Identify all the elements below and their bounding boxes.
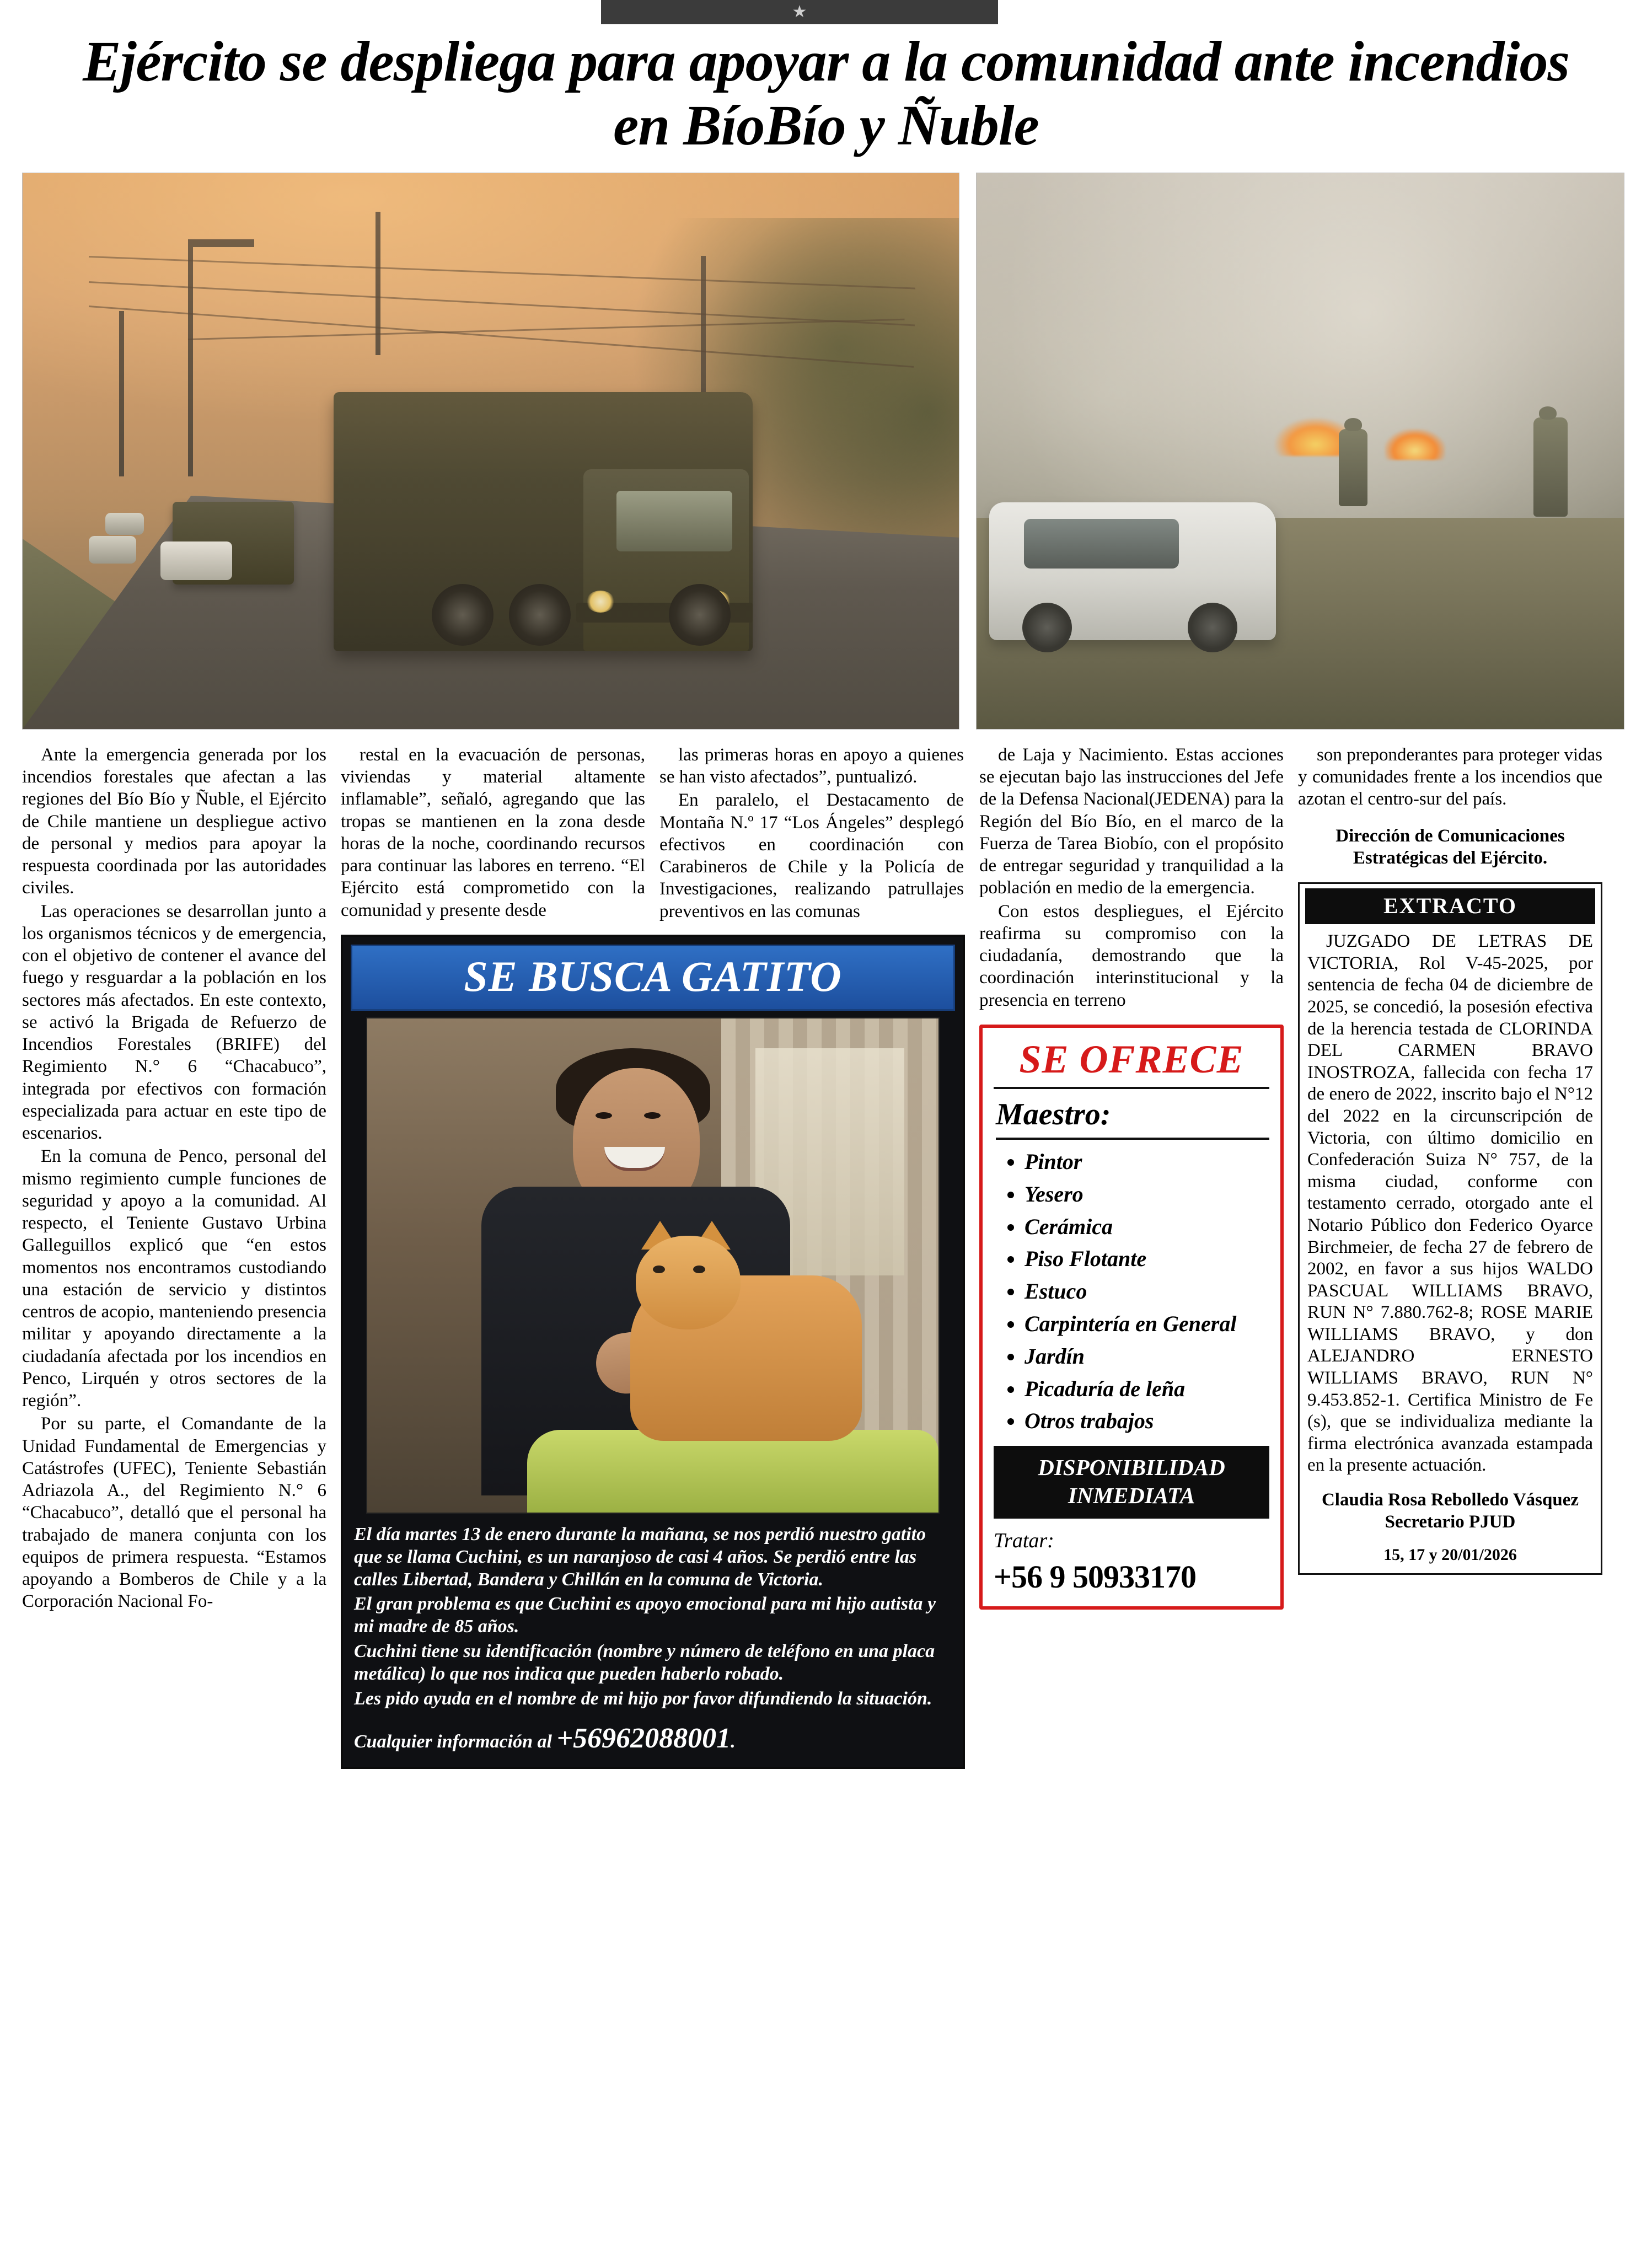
photo-row	[22, 173, 1630, 730]
list-item: • Yesero	[1025, 1179, 1269, 1210]
column-group-middle	[341, 744, 965, 1769]
paragraph: En paralelo, el Destacamento de Montaña N.º 17 “Los Ángeles” desplegó efectivos en coordinación con Carabineros de Chile y la Policía de Investigaciones, realizando patrullajes preventivos en las comunas	[659, 790, 964, 921]
list-item: • Picaduría de leña	[1025, 1374, 1269, 1405]
services-phone-number[interactable]: +56 9 50933170	[994, 1558, 1197, 1595]
paragraph: Ante la emergencia generada por los incendios forestales que afectan a las regiones del Bío Bío y Ñuble, el Ejército de Chile mantiene un despliegue activo de personal y medios para apoyar la respuesta coordinada por las autoridades civiles.	[22, 744, 326, 898]
list-item: • Carpintería en General	[1025, 1309, 1269, 1340]
list-item: • Jardín	[1025, 1341, 1269, 1372]
lost-cat-line: El gran problema es que Cuchini es apoyo emocional para mi hijo autista y mi madre de 85 años.	[354, 1594, 936, 1637]
availability-badge: DISPONIBILIDAD INMEDIATA	[994, 1446, 1269, 1519]
paragraph: son preponderantes para proteger vidas y comunidades frente a los incendios que azotan el centro-sur del país.	[1298, 744, 1602, 809]
lost-cat-contact[interactable]	[351, 1722, 955, 1757]
boy-with-orange-cat-photo	[366, 1017, 940, 1514]
legal-notice-title: EXTRACTO	[1305, 888, 1595, 924]
lost-cat-line: El día martes 13 de enero durante la mañana, se nos perdió nuestro gatito que se llama Cuchini, es un naranjoso de casi 4 años. Se perdió entre las calles Libertad, Bandera y Chillán en la comuna de Victoria.	[354, 1524, 926, 1590]
list-item: • Otros trabajos	[1025, 1406, 1269, 1437]
newspaper-emblem-icon: ★	[792, 3, 807, 21]
lost-cat-body	[351, 1524, 955, 1710]
services-offered-advertisement[interactable]	[979, 1025, 1284, 1610]
paragraph: En la comuna de Penco, personal del mismo regimiento cumple funciones de seguridad y apoyo a la comunidad. Al respecto, el Teniente Gustavo Urbina Galleguillos explicó que “en estos momentos nos encontramos custodiando una estación de servicio y distintos centros de acopio, manteniendo presencia militar y apoyando directamente a la ciudadanía afectada por los incendios en Penco, Lirquén y otros sectores de la región”.	[22, 1146, 326, 1411]
paragraph: Las operaciones se desarrollan junto a los organismos técnicos y de emergencia, con el objetivo de contener el avance del fuego y resguardar a la población en los sectores más afectados. En este contexto, se activó la Brigada de Refuerzo de Incendios Forestales (BRIFE) del Regimiento N.° 6 “Chacabuco”, integrada por efectivos con formación especializada para actuar en este tipo de escenarios.	[22, 901, 326, 1144]
page-topbar	[0, 0, 1652, 24]
legal-notice-signature: Claudia Rosa Rebolledo Vásquez Secretario PJUD	[1321, 1490, 1579, 1532]
lost-cat-line: Les pido ayuda en el nombre de mi hijo por favor difundiendo la situación.	[354, 1688, 932, 1709]
legal-notice-body: JUZGADO DE LETRAS DE VICTORIA, Rol V-45-2025, por sentencia de fecha 04 de diciembre de 2025, se concedió, la posesión efectiva de la herencia testada de CLORINDA DEL CARMEN BRAVO INOSTROZA, fallecida con fecha 17 de enero de 2022, inscrito bajo el N°12 del 2022 en la circunscripción de Victoria, con último domicilio en Confederación Suiza N° 757, de la misma ciudad, conforme con testamento cerrado, otorgado ante el Notario Público don Federico Oyarce Birchmeier, de fecha 27 de febrero de 2002, en favor a sus hijos WALDO PASCUAL WILLIAMS BRAVO, RUN N° 7.880.762-8; ROSE MARIE WILLIAMS BRAVO, y don ALEJANDRO ERNESTO WILLIAMS BRAVO, RUN N° 9.453.852-1. Certifica Ministro de Fe (s), que se individualiza mediante la firma electrónica avanzada estampada en la presente actuación.	[1307, 931, 1593, 1476]
legal-notice-dates: 15, 17 y 20/01/2026	[1383, 1545, 1517, 1564]
lost-cat-contact-suffix: .	[731, 1731, 736, 1752]
lost-cat-phone-number[interactable]: +56962088001	[556, 1723, 731, 1755]
article-columns	[22, 744, 1630, 1769]
paragraph: las primeras horas en apoyo a quienes se han visto afectados”, puntualizó.	[659, 744, 964, 787]
list-item: • Estuco	[1025, 1276, 1269, 1307]
services-offered-subtitle: Maestro:	[996, 1097, 1269, 1140]
soldiers-fire-line-photo	[976, 173, 1624, 730]
services-list	[994, 1146, 1269, 1437]
lost-cat-advertisement[interactable]	[341, 935, 965, 1769]
paragraph: Con estos despliegues, el Ejército reafirma su compromiso con la ciudadanía, demostrando que la coordinación interinstitucional y la presencia en terreno	[979, 901, 1284, 1010]
list-item: • Piso Flotante	[1025, 1243, 1269, 1275]
paragraph: restal en la evacuación de personas, viviendas y material altamente inflamable”, señaló, agregando que las tropas se mantienen en la zona desde horas de la noche, coordinando recursos para continuar las labores en terreno. “El Ejército está comprometido con la comunidad y presente desde	[341, 744, 645, 920]
column-3	[659, 744, 964, 923]
paragraph: de Laja y Nacimiento. Estas acciones se ejecutan bajo las instrucciones del Jefe de la Defensa Nacional(JEDENA) para la Región del Bío Bío, en el marco de la Fuerza de Tarea Biobío, con el propósito de entregar seguridad y tranquilidad a la población en medio de la emergencia.	[979, 744, 1284, 898]
services-contact-label: Tratar:	[994, 1529, 1054, 1552]
lost-cat-line: Cuchini tiene su identificación (nombre y número de teléfono en una placa metálica) lo que nos indica que pueden haberlo robado.	[354, 1640, 935, 1684]
military-convoy-photo	[22, 173, 959, 730]
paragraph: Por su parte, el Comandante de la Unidad Fundamental de Emergencias y Catástrofes (UFEC), Teniente Sebastián Adriazola A., del Regimiento N.° 6 “Chacabuco”, detalló que el personal ha trabajado de manera conjunta con los equipos de primera respuesta. “Estamos apoyando a Bomberos de Chile y a la Corporación Nacional Fo-	[22, 1414, 326, 1612]
lost-cat-contact-label: Cualquier información al	[354, 1731, 557, 1752]
article-signature: Dirección de Comunicaciones Estratégicas del Ejército.	[1335, 825, 1565, 868]
services-offered-title: SE OFRECE	[994, 1037, 1269, 1089]
column-5	[1298, 744, 1602, 1575]
column-4	[979, 744, 1284, 1610]
page-title: Ejército se despliega para apoyar a la comunidad ante incendios en BíoBío y Ñuble	[83, 30, 1569, 158]
list-item: • Pintor	[1025, 1146, 1269, 1178]
list-item: • Cerámica	[1025, 1211, 1269, 1243]
lost-cat-title: SE BUSCA GATITO	[351, 945, 955, 1011]
legal-notice-box	[1298, 882, 1602, 1574]
column-2	[341, 744, 645, 921]
column-1	[22, 744, 326, 1613]
